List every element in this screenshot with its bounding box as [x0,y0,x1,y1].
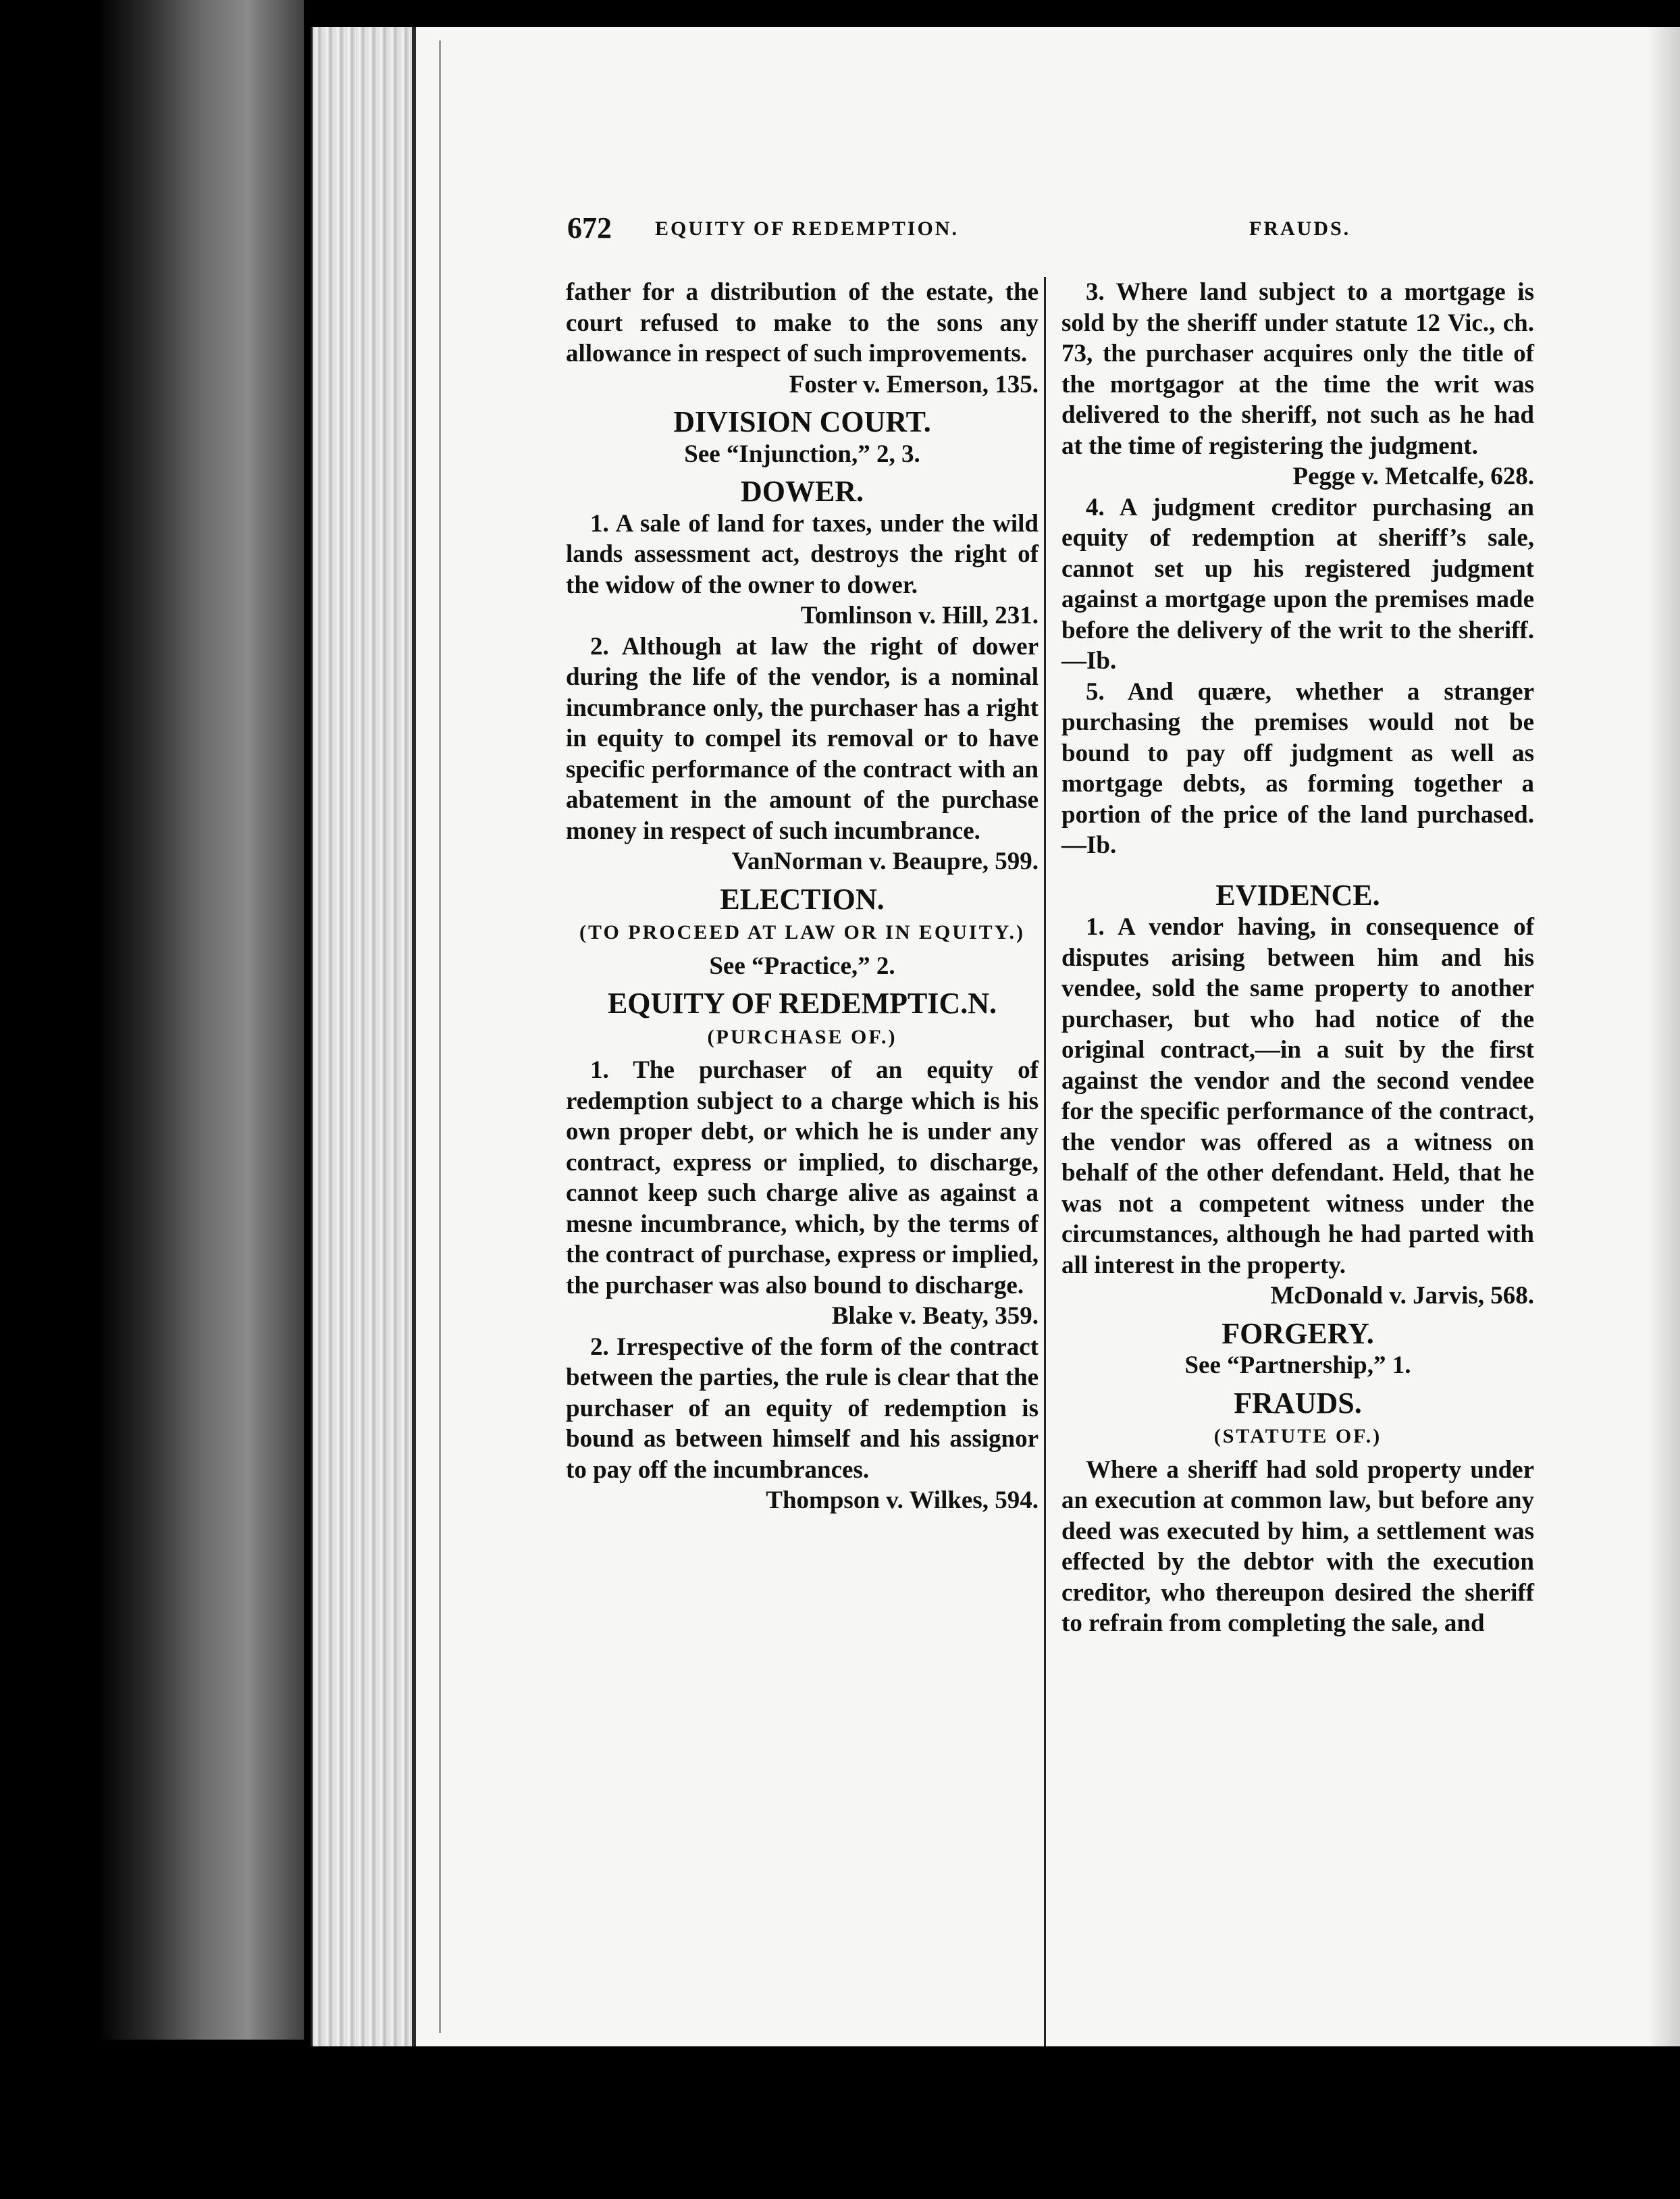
evidence-paragraph-1: 1. A vendor having, in consequence of disputes arising between him and his vendee, sold the same property to another purchaser, but who had notice of the original contract,—in a suit by the first against the vendor and the second vendee for the specific performance of the contract, the vendor was offered as a witness on behalf of the other defendant. Held, that he was not a competent witness under the circumstances, although he had parted with all interest in the property. [1061,913,1534,1279]
equity-paragraph-3: 3. Where land subject to a mortgage is sold by the sheriff under statute 12 Vic., ch. 73, the purchaser acquires only the title of the mortgagor at the time the writ was delivered to the sheriff, not such as he had at the time of registering the judgment. [1061,278,1534,460]
running-head [567,211,1377,251]
section-subheading: (TO PROCEED AT LAW OR IN EQUITY.) [579,921,1025,943]
scan-bottom-margin [0,2046,1680,2199]
page-right-edge [1648,27,1680,2046]
section-heading-forgery: FORGERY. [1222,1316,1374,1350]
case-citation: Foster v. Emerson, 135. [789,370,1039,398]
dower-paragraph-1: 1. A sale of land for taxes, under the wild lands assessment act, destroys the right of the widow of the owner to dower. [566,509,1039,599]
equity-paragraph-2: 2. Irrespective of the form of the contract between the parties, the rule is clear that the purchaser of an equity of redemption is bound as between himself and his assignor to pay off the incumbrances. [566,1333,1039,1484]
right-column [1061,277,1534,1639]
case-citation: Pegge v. Metcalfe, 628. [1292,463,1534,490]
book-page-edges [311,27,414,2046]
book-edge-shadow [101,0,304,2040]
section-heading-election: ELECTION. [720,882,885,916]
equity-paragraph-1: 1. The purchaser of an equity of redemption subject to a charge which is his own proper debt, or which he is under any contract, express or implied, to discharge, cannot keep such charge alive as against a mesne incumbrance, which, by the terms of the contract of purchase, express or implied, the purchaser was also bound to discharge. [566,1056,1039,1299]
case-citation: Blake v. Beaty, 359. [831,1302,1039,1330]
case-citation: VanNorman v. Beaupre, 599. [731,848,1039,875]
left-column [566,277,1039,1516]
frauds-paragraph: Where a sheriff had sold property under an execution at common law, but before any deed was executed by him, a settlement was effected by the debtor with the execution creditor, who thereupon desired the sheriff to refrain from completing the sale, and [1061,1455,1534,1637]
section-heading-dower: DOWER. [740,475,864,508]
page-border-rule [439,41,441,2033]
case-citation: Thompson v. Wilkes, 594. [766,1486,1039,1514]
continued-paragraph: father for a distribution of the estate, the court refused to make to the sons any allowance in respect of such improvements. [566,278,1039,367]
dower-paragraph-2: 2. Although at law the right of dower during the life of the vendor, is a nominal incumbrance only, the purchaser has a right in equity to compel its removal or to have specific performance of the contract with an abatement in the amount of the purchase money in respect of such incumbrance. [566,632,1039,845]
section-heading-evidence: EVIDENCE. [1215,878,1380,912]
cross-reference: See “Injunction,” 2, 3. [684,440,920,468]
section-heading-division-court: DIVISION COURT. [673,405,931,438]
equity-paragraph-4: 4. A judgment creditor purchasing an equity of redemption at sheriff’s sale, cannot set up his registered judgment against a mortgage upon the premises made before the delivery of the writ to the sheriff.—Ib. [1061,493,1534,675]
cross-reference: See “Partnership,” 1. [1184,1351,1411,1379]
section-heading-frauds: FRAUDS. [1234,1386,1362,1420]
column-divider [1044,277,1046,2100]
case-citation: McDonald v. Jarvis, 568. [1270,1282,1534,1310]
running-head-right: FRAUDS. [1249,217,1351,240]
case-citation: Tomlinson v. Hill, 231. [800,602,1039,629]
running-head-left: EQUITY OF REDEMPTION. [655,217,959,240]
page-number: 672 [567,211,612,244]
cross-reference: See “Practice,” 2. [709,952,895,980]
equity-paragraph-5: 5. And quære, whether a stranger purchasing the premises would not be bound to pay off judgment as well as mortgage debts, as forming together a portion of the price of the land purchased.—Ib. [1061,677,1534,859]
section-subheading: (STATUTE OF.) [1213,1425,1382,1447]
section-subheading: (PURCHASE OF.) [707,1025,897,1048]
section-heading-equity-of-redemption: EQUITY OF REDEMPTIC.N. [607,987,997,1020]
spacer [1061,861,1534,873]
